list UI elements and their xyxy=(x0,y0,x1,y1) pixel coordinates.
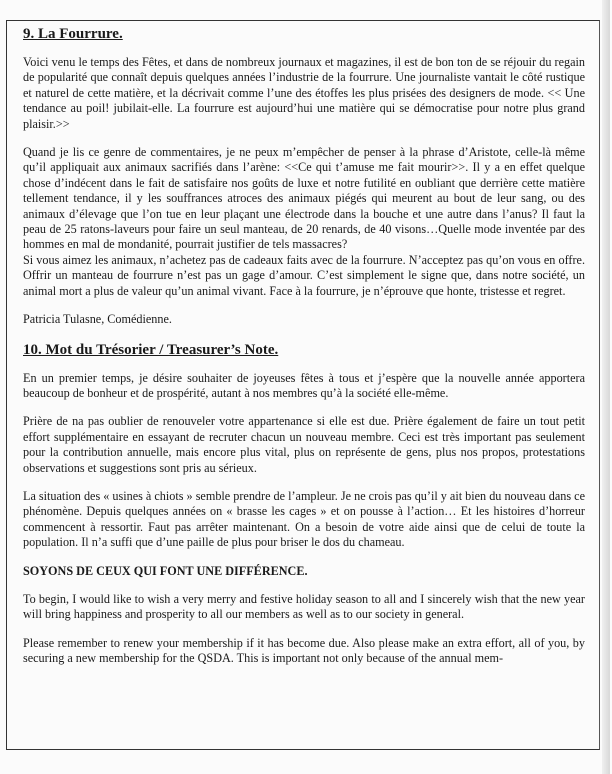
fur-paragraph-2: Quand je lis ce genre de commentaires, je ne peux m’empêcher de penser à la phrase d’Aristote, celle-là même qu’il appliquait aux animaux sacrifiés dans l’arène: <<Ce qui t’amuse me fait mourir>>. Il y a en effet quelque chose d’indécent dans le fait de satisfaire nos goûts de luxe et notre futilité en oubliant que derrière cette matière tellement tendance, il y les souffrances atroces des animaux piégés qui meurent au bout de leur sang, ou des animaux d’élevage que l’on tue en leur plaçant une électrode dans la bouche et une autre dans l’anus? Il faut la peau de 25 ratons-laveurs pour faire un seul manteau, de 20 renards, de 40 visons…Quelle mode inventée par des hommes en mal de mondanité, pourrait justifier de tels massacres? xyxy=(23,145,585,252)
fur-paragraph-1: Voici venu le temps des Fêtes, et dans de nombreux journaux et magazines, il est de bon ton de se réjouir du regain de popularité que connaît depuis quelques années l’industrie de la fourrure. Une journaliste vantait le côté rustique et naturel de cette matière, et la décrivait comme l’une des étoffes les plus prisées des designers de mode. << Une tendance au poil! jubilait-elle. La fourrure est aujourd’hui une matière qui se démocratise pour notre plus grand plaisir.>> xyxy=(23,55,585,131)
treasurer-paragraph-1: En un premier temps, je désire souhaiter de joyeuses fêtes à tous et j’espère que la nouvelle année apportera beaucoup de bonheur et de prospérité, autant à nos membres qu’à la société elle-même. xyxy=(23,370,585,400)
fur-paragraph-3: Si vous aimez les animaux, n’achetez pas de cadeaux faits avec de la fourrure. N’acceptez pas qu’on vous en offre. Offrir un manteau de fourrure n’est pas un gage d’amour. C’est simplement le signe que, dans notre société, un animal mort a plus de valeur qu’un animal vivant. Face à la fourrure, je n’éprouve que honte, tristesse et regret. xyxy=(23,252,585,298)
treasurer-paragraph-en-2: Please remember to renew your membership if it has become due. Also please make an extra effort, all of you, by securing a new membership for the QSDA. This is important not only because of the annual mem- xyxy=(23,635,585,666)
newsletter-page xyxy=(6,20,600,750)
treasurer-paragraph-3: La situation des « usines à chiots » semble prendre de l’ampleur. Je ne crois pas qu’il y ait bien du nouveau dans ce phénomène. Depuis quelques années on « brasse les cages » et on pousse à l’action… Et les histoires d’horreur commencent à ressortir. Faut pas arrêter maintenant. On a besoin de votre aide ainsi que de celui de toute la population. Il n’a suffi que d’une paille de plus pour briser le dos du chameau. xyxy=(23,488,585,550)
treasurer-slogan: SOYONS DE CEUX QUI FONT UNE DIFFÉRENCE. xyxy=(23,563,308,578)
section-10-title: 10. Mot du Trésorier / Treasurer’s Note. xyxy=(23,341,279,358)
scan-edge xyxy=(602,0,610,774)
fur-signature: Patricia Tulasne, Comédienne. xyxy=(23,312,172,327)
treasurer-paragraph-2: Prière de na pas oublier de renouveler votre appartenance si elle est due. Prière également de faire un tout petit effort supplémentaire en essayant de recruter chacun un nouveau membre. Ceci est très important pas seulement pour la contribution annuelle, mais encore plus vital, plus on représente de gens, plus nos propos, protestations observations et suggestions sont pris au sérieux. xyxy=(23,414,585,475)
section-9-title: 9. La Fourrure. xyxy=(23,26,123,42)
treasurer-paragraph-en-1: To begin, I would like to wish a very merry and festive holiday season to all and I sincerely wish that the new year will bring happiness and prosperity to all our members as well as to our society in general. xyxy=(23,591,585,622)
